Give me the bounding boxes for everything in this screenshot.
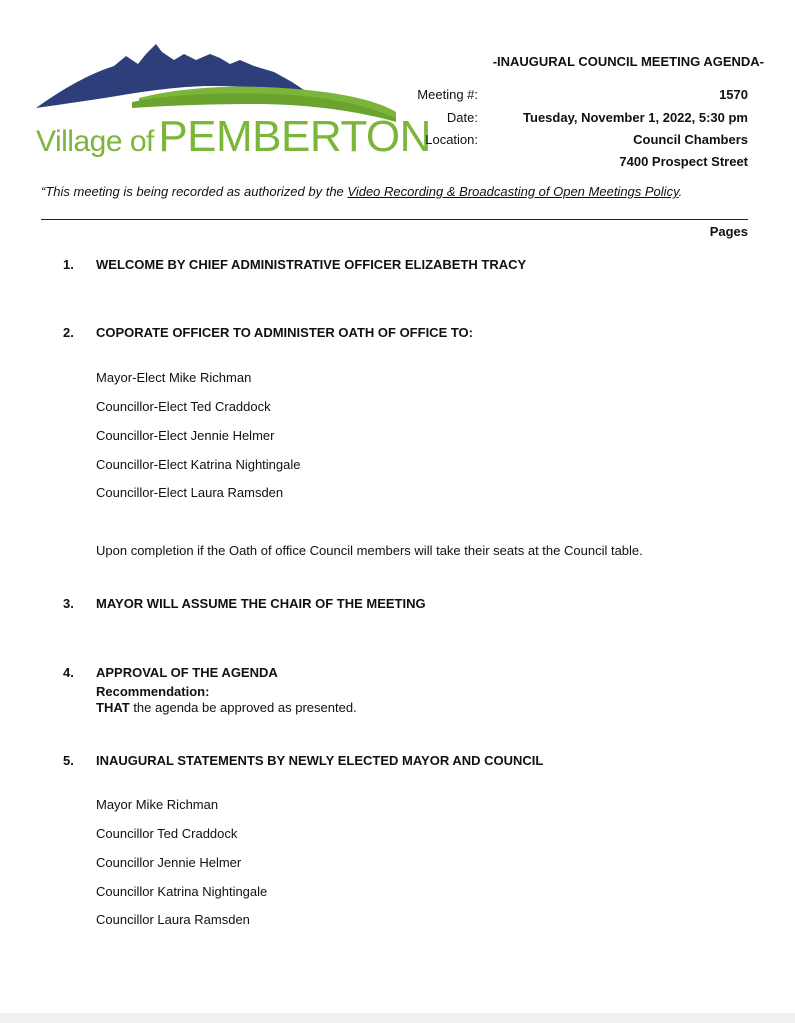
- statement-name: Mayor Mike Richman: [96, 797, 219, 812]
- item-2-title: COPORATE OFFICER TO ADMINISTER OATH OF OFFICE TO:: [96, 325, 473, 340]
- item-5-number: 5.: [63, 753, 74, 768]
- location-label: Location:: [425, 132, 478, 147]
- policy-link[interactable]: Video Recording & Broadcasting of Open Meetings Policy: [347, 184, 679, 199]
- item-1-title: WELCOME BY CHIEF ADMINISTRATIVE OFFICER ELIZABETH TRACY: [96, 257, 527, 272]
- logo-text-pemberton: PEMBERTON: [158, 112, 431, 161]
- recommendation-motion: [96, 700, 357, 715]
- recording-note-prefix: “This meeting is being recorded as authorized by the: [41, 184, 348, 199]
- item-4-number: 4.: [63, 665, 74, 680]
- oath-name: Councillor-Elect Katrina Nightingale: [96, 457, 301, 472]
- date-value: Tuesday, November 1, 2022, 5:30 pm: [523, 110, 748, 125]
- pages-column-label: Pages: [709, 224, 748, 239]
- oath-completion-note: Upon completion if the Oath of office Council members will take their seats at the Council table.: [96, 543, 643, 558]
- location-value-line-2: 7400 Prospect Street: [619, 154, 748, 169]
- header-divider: [41, 219, 748, 220]
- meeting-number-value: 1570: [719, 87, 748, 102]
- oath-name: Mayor-Elect Mike Richman: [96, 370, 252, 385]
- page-bottom-edge: [0, 1013, 795, 1023]
- item-4-title: APPROVAL OF THE AGENDA: [96, 665, 278, 680]
- statement-name: Councillor Katrina Nightingale: [96, 884, 268, 899]
- meeting-number-label: Meeting #:: [417, 87, 478, 102]
- village-logo: [34, 38, 431, 161]
- logo-text-village: Village of: [36, 125, 154, 158]
- recording-note: [41, 184, 682, 199]
- agenda-title: -INAUGURAL COUNCIL MEETING AGENDA-: [492, 54, 764, 69]
- oath-name: Councillor-Elect Laura Ramsden: [96, 485, 284, 500]
- item-3-title: MAYOR WILL ASSUME THE CHAIR OF THE MEETING: [96, 596, 426, 611]
- logo-wordmark: [36, 112, 431, 162]
- date-label: Date:: [446, 110, 478, 125]
- item-2-number: 2.: [63, 325, 74, 340]
- recommendation-label: Recommendation:: [96, 684, 210, 699]
- item-1-number: 1.: [63, 257, 74, 272]
- statement-name: Councillor Ted Craddock: [96, 826, 238, 841]
- recording-note-suffix: .: [678, 184, 683, 199]
- motion-text: the agenda be approved as presented.: [129, 700, 357, 715]
- motion-that: THAT: [96, 700, 130, 715]
- statement-name: Councillor Jennie Helmer: [96, 855, 242, 870]
- statement-name: Councillor Laura Ramsden: [96, 912, 250, 927]
- item-5-title: INAUGURAL STATEMENTS BY NEWLY ELECTED MAYOR AND COUNCIL: [96, 753, 544, 768]
- oath-name: Councillor-Elect Ted Craddock: [96, 399, 271, 414]
- location-value-line-1: Council Chambers: [633, 132, 748, 147]
- oath-name: Councillor-Elect Jennie Helmer: [96, 428, 275, 443]
- item-3-number: 3.: [63, 596, 74, 611]
